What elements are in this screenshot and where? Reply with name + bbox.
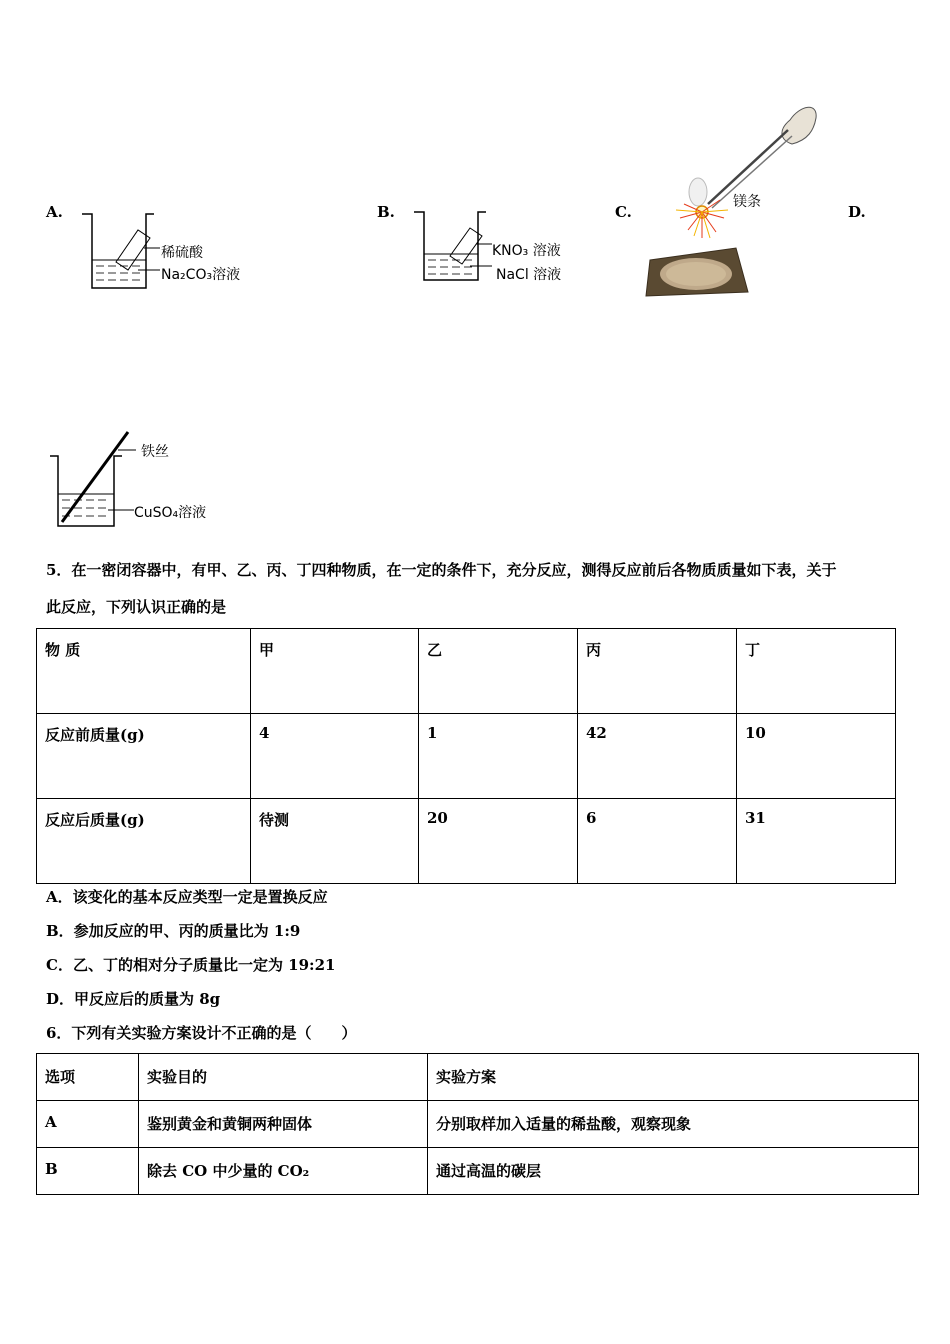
q6-stem: 6．下列有关实验方案设计不正确的是（ ） xyxy=(46,1024,357,1042)
figure-b-beaker xyxy=(410,208,500,288)
table-cell: 反应后质量(g) xyxy=(37,799,251,884)
table-cell: 1 xyxy=(419,714,578,799)
table-row xyxy=(37,714,896,799)
table-cell: B xyxy=(37,1148,139,1195)
q5-stem-line2: 此反应，下列认识正确的是 xyxy=(46,598,227,616)
q5-mass-table xyxy=(36,628,896,884)
table-row xyxy=(37,1101,919,1148)
figure-b-label-top: KNO₃ 溶液 xyxy=(492,243,561,259)
table-header-cell: 实验方案 xyxy=(428,1054,919,1101)
table-header-cell: 丙 xyxy=(578,629,737,714)
option-d-label: D. xyxy=(848,203,866,221)
q5-choice-b: B．参加反应的甲、丙的质量比为 1:9 xyxy=(46,922,301,940)
table-cell: 分别取样加入适量的稀盐酸，观察现象 xyxy=(428,1101,919,1148)
table-cell: 10 xyxy=(737,714,896,799)
figure-a-beaker xyxy=(78,210,168,295)
option-b-label: B. xyxy=(377,203,395,221)
q5-choice-a: A．该变化的基本反应类型一定是置换反应 xyxy=(46,888,328,906)
table-cell: 反应前质量(g) xyxy=(37,714,251,799)
table-cell: 31 xyxy=(737,799,896,884)
table-cell: 42 xyxy=(578,714,737,799)
table-header-cell: 物 质 xyxy=(37,629,251,714)
figure-d-label-top: 铁丝 xyxy=(141,444,169,460)
table-cell: 除去 CO 中少量的 CO₂ xyxy=(139,1148,428,1195)
option-c-label: C. xyxy=(615,203,632,221)
table-cell: 4 xyxy=(251,714,419,799)
q5-stem-line1: 5．在一密闭容器中，有甲、乙、丙、丁四种物质，在一定的条件下，充分反应，测得反应前后各物质质量如下表，关于 xyxy=(46,561,837,579)
figure-d-label-bottom: CuSO₄溶液 xyxy=(134,505,207,521)
figure-a-label-top: 稀硫酸 xyxy=(161,245,203,261)
figure-c-label: 镁条 xyxy=(733,194,761,210)
table-header-cell: 乙 xyxy=(419,629,578,714)
table-header-cell: 甲 xyxy=(251,629,419,714)
table-row xyxy=(37,1054,919,1101)
table-row xyxy=(37,799,896,884)
table-row xyxy=(37,629,896,714)
table-header-cell: 丁 xyxy=(737,629,896,714)
q6-experiment-table xyxy=(36,1053,919,1195)
table-header-cell: 选项 xyxy=(37,1054,139,1101)
q5-choice-c: C．乙、丁的相对分子质量比一定为 19:21 xyxy=(46,956,336,974)
table-cell: 20 xyxy=(419,799,578,884)
figure-a-label-bottom: Na₂CO₃溶液 xyxy=(161,267,241,283)
figure-d-beaker xyxy=(46,428,136,533)
table-cell: 通过高温的碳层 xyxy=(428,1148,919,1195)
option-a-label: A. xyxy=(46,203,63,221)
table-header-cell: 实验目的 xyxy=(139,1054,428,1101)
table-cell: A xyxy=(37,1101,139,1148)
table-row xyxy=(37,1148,919,1195)
q5-choice-d: D．甲反应后的质量为 8g xyxy=(46,990,221,1008)
figure-b-label-bottom: NaCl 溶液 xyxy=(496,267,562,283)
table-cell: 鉴别黄金和黄铜两种固体 xyxy=(139,1101,428,1148)
table-cell: 6 xyxy=(578,799,737,884)
table-cell: 待测 xyxy=(251,799,419,884)
